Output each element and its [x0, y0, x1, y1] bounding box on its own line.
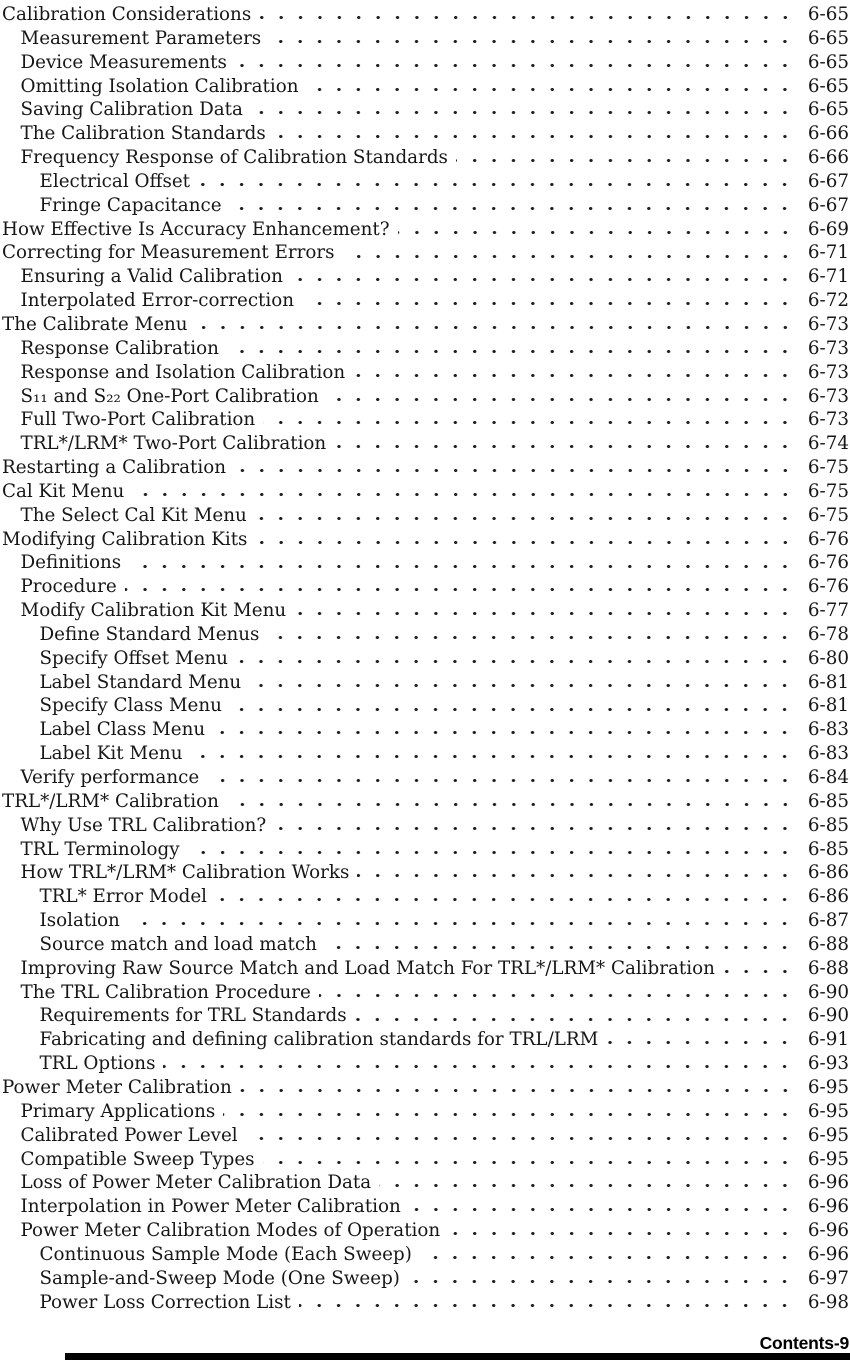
toc-entry: [2, 241, 849, 265]
toc-entry-page-number: 6-91: [794, 1028, 849, 1052]
toc-entry: [40, 1028, 850, 1052]
toc-entry: [2, 456, 849, 480]
toc-entry-title: Isolation: [40, 909, 128, 933]
toc-entry-page-number: 6-76: [794, 575, 849, 599]
toc-entry: [2, 790, 849, 814]
toc-entry-title: Interpolation in Power Meter Calibration: [21, 1195, 409, 1219]
toc-entry: [21, 1148, 850, 1172]
toc-entry: [2, 313, 849, 337]
toc-entry: [21, 599, 850, 623]
toc-entry-title: Ensuring a Valid Calibration: [21, 265, 291, 289]
toc-entry: [21, 838, 850, 862]
toc-entry-title: Full Two-Port Calibration: [21, 408, 264, 432]
toc-entry: [21, 75, 850, 99]
toc-entry-title: Definitions: [21, 551, 130, 575]
toc-entry-page-number: 6-67: [794, 170, 849, 194]
toc-entry-page-number: 6-69: [794, 218, 849, 242]
toc-entry-title: Modifying Calibration Kits: [2, 528, 255, 552]
toc-entry-page-number: 6-87: [794, 909, 849, 933]
toc-entry: [2, 528, 849, 552]
toc-entry: [21, 861, 850, 885]
toc-entry: [21, 957, 850, 981]
toc-entry: [21, 1124, 850, 1148]
toc-entry-page-number: 6-72: [794, 289, 849, 313]
toc-entry-title: Correcting for Measurement Errors: [2, 241, 343, 265]
toc-entry-title: Fringe Capacitance: [40, 194, 230, 218]
toc-entry-page-number: 6-78: [794, 623, 849, 647]
toc-entry-title: Primary Applications: [21, 1100, 224, 1124]
toc-entry: [21, 432, 850, 456]
toc-entry: [2, 480, 849, 504]
toc-entry: [40, 647, 850, 671]
toc-entry-page-number: 6-83: [794, 718, 849, 742]
toc-entry-title: Why Use TRL Calibration?: [21, 814, 275, 838]
toc-entry-page-number: 6-88: [794, 957, 849, 981]
toc-entry-title: Calibration Considerations: [2, 3, 259, 27]
toc-entry-title: The Calibrate Menu: [2, 313, 196, 337]
toc-entry-title: Cal Kit Menu: [2, 480, 132, 504]
toc-entry: [21, 265, 850, 289]
toc-entry: [2, 218, 849, 242]
toc-entry-page-number: 6-95: [794, 1148, 849, 1172]
toc-entry-title: Label Class Menu: [40, 718, 214, 742]
toc-entry-title: Response and Isolation Calibration: [21, 361, 354, 385]
toc-entry-page-number: 6-65: [794, 3, 849, 27]
toc-entry-page-number: 6-85: [794, 814, 849, 838]
bottom-tab-bar: [65, 1353, 850, 1360]
toc-entry-page-number: 6-65: [794, 75, 849, 99]
toc-entry-page-number: 6-88: [794, 933, 849, 957]
toc-entry-title: Define Standard Menus: [40, 623, 268, 647]
toc-entry: [21, 289, 850, 313]
toc-entry-page-number: 6-75: [794, 504, 849, 528]
toc-entry-page-number: 6-81: [794, 694, 849, 718]
toc-entry-page-number: 6-90: [794, 981, 849, 1005]
toc-entry: [21, 1100, 850, 1124]
toc-entry: [21, 51, 850, 75]
toc-entry-page-number: 6-96: [794, 1243, 849, 1267]
toc-entry: [40, 718, 850, 742]
toc-entry-page-number: 6-67: [794, 194, 849, 218]
toc-entry-page-number: 6-76: [794, 551, 849, 575]
toc-entry-title: The Calibration Standards: [21, 122, 274, 146]
toc-entry-title: Power Meter Calibration: [2, 1076, 240, 1100]
toc-entry-title: How Effective Is Accuracy Enhancement?: [2, 218, 398, 242]
toc-entry-page-number: 6-95: [794, 1100, 849, 1124]
toc-entry-page-number: 6-73: [794, 385, 849, 409]
toc-entry-title: Fabricating and defining calibration standards for TRL/LRM: [40, 1028, 607, 1052]
toc-entry-page-number: 6-80: [794, 647, 849, 671]
toc-entry-page-number: 6-98: [794, 1291, 849, 1315]
toc-entry: [21, 98, 850, 122]
toc-entry: [40, 1004, 850, 1028]
toc-entry-page-number: 6-73: [794, 408, 849, 432]
toc-entry-page-number: 6-65: [794, 98, 849, 122]
toc-entry: [21, 408, 850, 432]
toc-entry-title: Calibrated Power Level: [21, 1124, 246, 1148]
toc-entry-page-number: 6-96: [794, 1195, 849, 1219]
toc-entry: [21, 575, 850, 599]
toc-entry-page-number: 6-74: [794, 432, 849, 456]
toc-entry: [21, 385, 850, 409]
toc-entry-title: The TRL Calibration Procedure: [21, 981, 319, 1005]
toc-entry-page-number: 6-85: [794, 838, 849, 862]
toc-entry-title: Restarting a Calibration: [2, 456, 234, 480]
toc-entry: [40, 694, 850, 718]
toc-entry-title: Interpolated Error-correction: [21, 289, 303, 313]
toc-entry-page-number: 6-66: [794, 146, 849, 170]
toc-entry-title: S₁₁ and S₂₂ One-Port Calibration: [21, 385, 327, 409]
toc-entry-title: Frequency Response of Calibration Standards: [21, 146, 456, 170]
toc-entry-title: Continuous Sample Mode (Each Sweep): [40, 1243, 420, 1267]
toc-entry-title: How TRL*/LRM* Calibration Works: [21, 861, 358, 885]
page-footer: [760, 1333, 849, 1354]
toc-entry-title: Improving Raw Source Match and Load Match For TRL*/LRM* Calibration: [21, 957, 723, 981]
toc-entry-title: Measurement Parameters: [21, 27, 270, 51]
toc-entry-page-number: 6-96: [794, 1219, 849, 1243]
toc-entry-title: Device Measurements: [21, 51, 235, 75]
toc-entry-title: Power Meter Calibration Modes of Operation: [21, 1219, 449, 1243]
toc-entry-page-number: 6-71: [794, 241, 849, 265]
toc-entry-title: TRL Options: [40, 1052, 164, 1076]
toc-entry: [40, 170, 850, 194]
toc-entry-page-number: 6-73: [794, 361, 849, 385]
toc-entry-title: Compatible Sweep Types: [21, 1148, 263, 1172]
footer-page-label: Contents-9: [759, 1333, 849, 1353]
toc-entry: [21, 27, 850, 51]
toc-entry-title: Procedure: [21, 575, 125, 599]
toc-entry: [21, 1195, 850, 1219]
toc-entry: [21, 981, 850, 1005]
toc-entry-title: The Select Cal Kit Menu: [21, 504, 255, 528]
toc-entry-title: Loss of Power Meter Calibration Data: [21, 1171, 380, 1195]
toc-entry: [21, 146, 850, 170]
toc-entry: [40, 671, 850, 695]
toc-entry-title: Omitting Isolation Calibration: [21, 75, 307, 99]
toc-entry: [40, 1267, 850, 1291]
toc-entry-page-number: 6-97: [794, 1267, 849, 1291]
toc-entry-title: TRL*/LRM* Calibration: [2, 790, 227, 814]
toc-entry-page-number: 6-86: [794, 885, 849, 909]
toc-entry: [21, 122, 850, 146]
toc-entry-page-number: 6-95: [794, 1076, 849, 1100]
toc-entry-title: Label Standard Menu: [40, 671, 250, 695]
toc-entry-page-number: 6-75: [794, 480, 849, 504]
toc-entry-title: Specify Class Menu: [40, 694, 230, 718]
toc-entry: [21, 1171, 850, 1195]
toc-entry: [40, 1243, 850, 1267]
toc-entry-title: Specify Offset Menu: [40, 647, 236, 671]
toc-entry-page-number: 6-85: [794, 790, 849, 814]
toc-entry-page-number: 6-66: [794, 122, 849, 146]
toc-entry-page-number: 6-65: [794, 27, 849, 51]
toc-entry-title: Response Calibration: [21, 337, 227, 361]
toc-entry: [40, 1291, 850, 1315]
toc-entry-page-number: 6-73: [794, 313, 849, 337]
toc-entry: [21, 766, 850, 790]
toc-entry-page-number: 6-95: [794, 1124, 849, 1148]
toc-entry: [40, 742, 850, 766]
toc-entry-title: Saving Calibration Data: [21, 98, 251, 122]
toc-entry-title: Requirements for TRL Standards: [40, 1004, 355, 1028]
toc-entry: [21, 337, 850, 361]
toc-entry-title: Modify Calibration Kit Menu: [21, 599, 295, 623]
toc-entry: [40, 1052, 850, 1076]
toc-entry: [40, 623, 850, 647]
toc-entry-title: TRL*/LRM* Two-Port Calibration: [21, 432, 335, 456]
toc-entry-title: Label Kit Menu: [40, 742, 191, 766]
toc-entry: [21, 361, 850, 385]
toc-entry-title: TRL* Error Model: [40, 885, 216, 909]
toc-entry-title: Power Loss Correction List: [40, 1291, 299, 1315]
toc-entry-page-number: 6-83: [794, 742, 849, 766]
toc-entry-page-number: 6-73: [794, 337, 849, 361]
toc-entry-title: Sample-and-Sweep Mode (One Sweep): [40, 1267, 408, 1291]
toc-entry: [21, 551, 850, 575]
toc-entry-page-number: 6-77: [794, 599, 849, 623]
toc-entry-title: Electrical Offset: [40, 170, 199, 194]
toc-entry-title: Source match and load match: [40, 933, 325, 957]
toc-entry-page-number: 6-76: [794, 528, 849, 552]
toc-entry: [40, 885, 850, 909]
toc-entry: [21, 814, 850, 838]
toc-entry-page-number: 6-81: [794, 671, 849, 695]
toc-entry-page-number: 6-71: [794, 265, 849, 289]
toc-entry: [2, 1076, 849, 1100]
toc-entry-page-number: 6-65: [794, 51, 849, 75]
toc-entry: [2, 3, 849, 27]
toc-entry-page-number: 6-84: [794, 766, 849, 790]
toc-entry: [40, 909, 850, 933]
toc-entry-title: TRL Terminology: [21, 838, 188, 862]
toc-entry-page-number: 6-90: [794, 1004, 849, 1028]
toc-entry: [40, 194, 850, 218]
toc-entry-page-number: 6-75: [794, 456, 849, 480]
toc-entry: [40, 933, 850, 957]
toc-entry: [21, 1219, 850, 1243]
toc-entry: [21, 504, 850, 528]
toc-entry-page-number: 6-96: [794, 1171, 849, 1195]
toc-entry-page-number: 6-93: [794, 1052, 849, 1076]
toc-entry-page-number: 6-86: [794, 861, 849, 885]
toc-entry-title: Verify performance: [21, 766, 208, 790]
